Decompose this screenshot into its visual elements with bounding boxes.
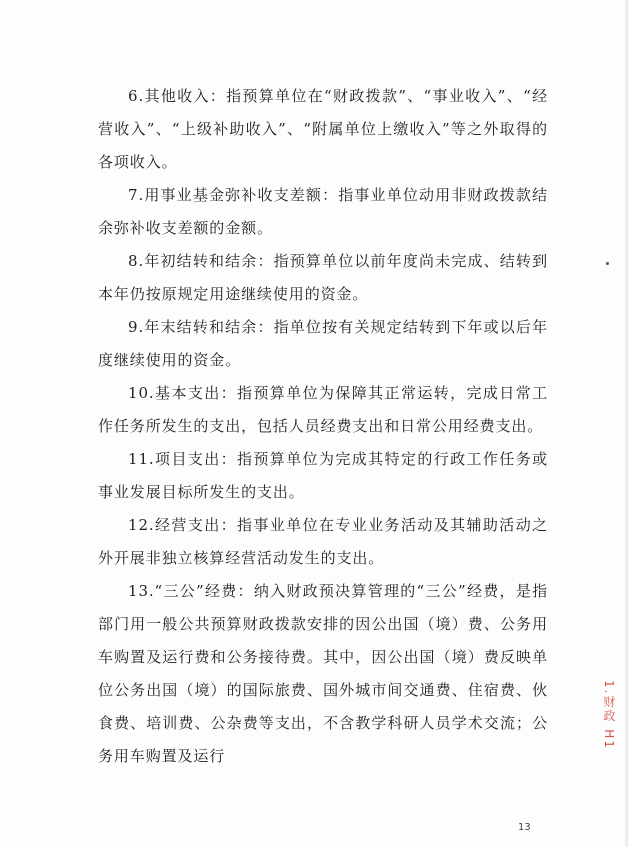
scan-speck	[606, 262, 609, 265]
paragraph-beginning-balance: 8.年初结转和结余：指预算单位以前年度尚未完成、结转到本年仍按原规定用途继续使用的资金。	[98, 252, 548, 303]
paragraph-basic-expenditure: 10.基本支出：指预算单位为保障其正常运转，完成日常工作任务所发生的支出，包括人员经费支出和日常公用经费支出。	[98, 384, 548, 435]
paragraph-three-public-expenses: 13.“三公”经费：纳入财政预决算管理的“三公”经费，是指部门用一般公共预算财政拨款安排的因公出国（境）费、公务用车购置及运行费和公务接待费。其中，因公出国（境）费反映单位公务出国（境）的国际旅费、国外城市间交通费、住宿费、伙食费、培训费、公杂费等支出，不含教学科研人员学术交流；公务用车购置及运行	[98, 582, 548, 765]
page-number: 13	[518, 822, 531, 833]
margin-stamp: 1.财政 H1	[602, 680, 616, 750]
paragraph-business-fund: 7.用事业基金弥补收支差额：指事业单位动用非财政拨款结余弥补收支差额的金额。	[98, 186, 548, 237]
body-text	[98, 80, 548, 773]
paragraph-project-expenditure: 11.项目支出：指预算单位为完成其特定的行政工作任务或事业发展目标所发生的支出。	[98, 450, 548, 501]
paragraph-operating-expenditure: 12.经营支出：指事业单位在专业业务活动及其辅助活动之外开展非独立核算经营活动发生的支出。	[98, 516, 548, 567]
paragraph-ending-balance: 9.年末结转和结余：指单位按有关规定结转到下年或以后年度继续使用的资金。	[98, 318, 548, 369]
paragraph-other-income: 6.其他收入：指预算单位在“财政拨款”、“事业收入”、“经营收入”、“上级补助收入”、“附属单位上缴收入”等之外取得的各项收入。	[98, 87, 548, 171]
